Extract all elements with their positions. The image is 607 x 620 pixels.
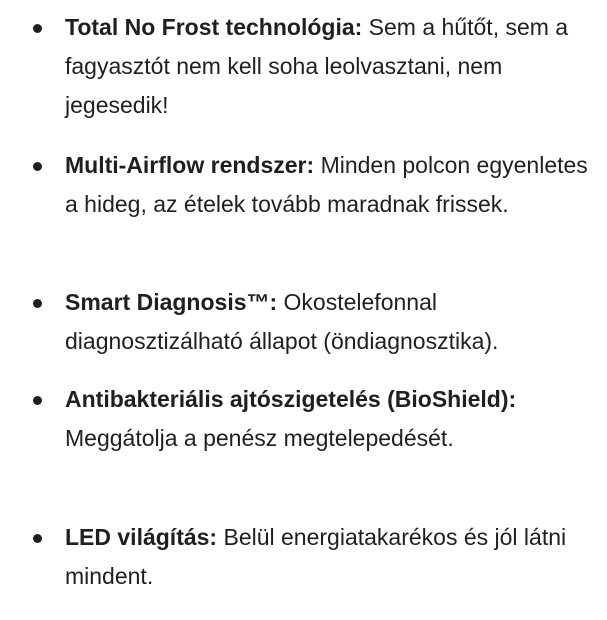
list-item-text <box>65 8 590 125</box>
feature-description: Okostelefonnal diagnosztizálható állapot (öndiagnosztika). <box>65 289 499 354</box>
feature-title: Smart Diagnosis™: <box>65 289 284 315</box>
list-item-text <box>65 146 590 224</box>
bullet-icon <box>33 162 42 171</box>
list-item-text <box>65 283 590 361</box>
feature-title: LED világítás: <box>65 524 224 550</box>
feature-title: Multi-Airflow rendszer: <box>65 152 321 178</box>
bullet-icon <box>33 534 42 543</box>
feature-title: Total No Frost technológia: <box>65 14 369 40</box>
list-item-text <box>65 518 590 596</box>
bullet-icon <box>33 396 42 405</box>
feature-description: Belül energiatakarékos és jól látni mindent. <box>65 524 567 589</box>
feature-description: Sem a hűtőt, sem a fagyasztót nem kell soha leolvasztani, nem jegesedik! <box>65 14 569 118</box>
list-item-text <box>65 380 590 458</box>
feature-title: Antibakteriális ajtószigetelés (BioShield): <box>65 386 517 412</box>
bullet-icon <box>33 299 42 308</box>
feature-description: Meggátolja a penész megtelepedését. <box>65 425 454 451</box>
feature-description: Minden polcon egyenletes a hideg, az ételek tovább maradnak frissek. <box>65 152 588 217</box>
bullet-icon <box>33 24 42 33</box>
